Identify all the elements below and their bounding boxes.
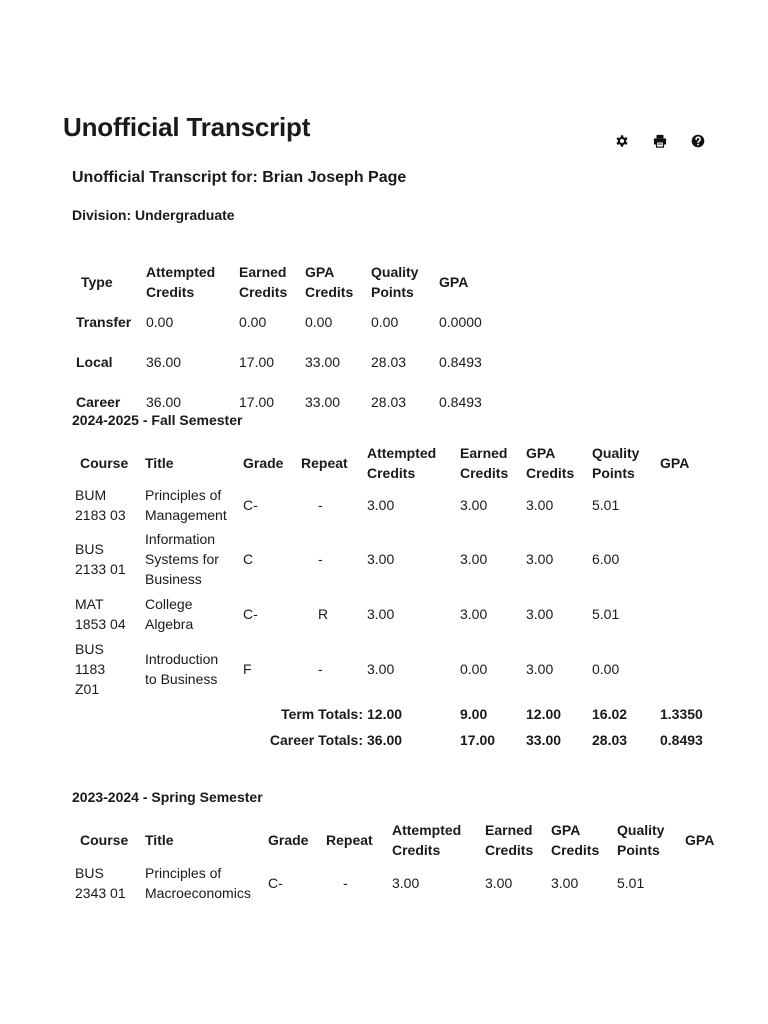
column-header-title: Title (145, 455, 174, 471)
cell-attempted: 0.00 (146, 314, 174, 330)
column-header-grade: Grade (243, 455, 284, 471)
term-title: 2023-2024 - Spring Semester (72, 789, 263, 805)
career-totals-row (75, 727, 710, 753)
term-totals-gpa-credits: 12.00 (526, 706, 562, 722)
cell-grade: C- (243, 497, 258, 513)
course-row (75, 483, 710, 527)
term-course-table (75, 820, 715, 906)
column-header-quality-points: Quality Points (592, 445, 640, 481)
course-row (75, 860, 715, 906)
column-header-quality-points: Quality Points (371, 264, 419, 300)
print-button[interactable] (650, 131, 670, 151)
print-icon (653, 134, 667, 148)
cell-gpa-credits: 3.00 (526, 497, 554, 513)
column-header-earned: Earned Credits (460, 445, 509, 481)
cell-quality-points: 5.01 (592, 606, 620, 622)
division-label: Division: (72, 207, 132, 223)
cell-earned: 0.00 (239, 314, 267, 330)
cell-quality-points: 6.00 (592, 551, 620, 567)
summary-table (76, 262, 499, 422)
cell-earned: 17.00 (239, 354, 275, 370)
cell-attempted: 3.00 (367, 497, 395, 513)
column-header-attempted: Attempted Credits (146, 264, 216, 300)
cell-gpa: 0.0000 (439, 314, 482, 330)
column-header-course: Course (80, 455, 129, 471)
cell-gpa-credits: 3.00 (551, 875, 579, 891)
settings-button[interactable] (612, 131, 632, 151)
row-label: Career (76, 394, 121, 410)
cell-earned: 3.00 (460, 551, 488, 567)
term-totals-attempted: 12.00 (367, 706, 403, 722)
term-totals-gpa: 1.3350 (660, 706, 703, 722)
career-totals-gpa-credits: 33.00 (526, 732, 562, 748)
cell-grade: F (243, 661, 252, 677)
cell-repeat: - (343, 875, 348, 891)
column-header-repeat: Repeat (301, 455, 348, 471)
column-header-grade: Grade (268, 832, 309, 848)
cell-gpa-credits: 3.00 (526, 551, 554, 567)
course-header-row (75, 443, 710, 483)
column-header-earned: Earned Credits (485, 822, 534, 858)
help-icon (691, 134, 705, 148)
career-totals-label: Career Totals: (269, 732, 363, 748)
cell-course: BUS 1183 Z01 (75, 641, 106, 697)
cell-gpa-credits: 33.00 (305, 354, 341, 370)
row-label: Local (76, 354, 113, 370)
cell-grade: C (243, 551, 254, 567)
cell-attempted: 3.00 (392, 875, 420, 891)
cell-course: MAT 1853 04 (75, 596, 126, 632)
column-header-gpa-credits: GPA Credits (551, 822, 600, 858)
cell-gpa: 0.8493 (439, 354, 482, 370)
column-header-attempted: Attempted Credits (392, 822, 462, 858)
toolbar (612, 131, 708, 151)
cell-gpa (660, 483, 710, 527)
cell-attempted: 3.00 (367, 606, 395, 622)
cell-title: Principles of Management (145, 487, 227, 523)
cell-quality-points: 28.03 (371, 354, 407, 370)
career-totals-gpa: 0.8493 (660, 732, 703, 748)
cell-grade: C- (268, 875, 283, 891)
cell-earned: 3.00 (460, 497, 488, 513)
cell-course: BUS 2343 01 (75, 865, 126, 901)
cell-quality-points: 5.01 (592, 497, 620, 513)
column-header-gpa: GPA (685, 832, 715, 848)
gear-icon (615, 134, 629, 148)
summary-row (76, 302, 499, 342)
course-row (75, 637, 710, 701)
cell-title: Information Systems for Business (145, 531, 219, 587)
cell-gpa-credits: 3.00 (526, 606, 554, 622)
column-header-gpa: GPA (439, 274, 469, 290)
cell-gpa (660, 637, 710, 701)
term-title: 2024-2025 - Fall Semester (72, 412, 243, 428)
division-value: Undergraduate (135, 207, 235, 223)
course-header-row (75, 820, 715, 860)
row-label: Transfer (76, 314, 132, 330)
summary-row (76, 342, 499, 382)
cell-quality-points: 28.03 (371, 394, 407, 410)
career-totals-quality-points: 28.03 (592, 732, 628, 748)
summary-header-row (76, 262, 499, 302)
cell-attempted: 36.00 (146, 354, 182, 370)
cell-quality-points: 0.00 (371, 314, 399, 330)
column-header-gpa: GPA (660, 455, 690, 471)
column-header-type: Type (81, 274, 113, 290)
column-header-earned: Earned Credits (239, 264, 288, 300)
cell-gpa-credits: 0.00 (305, 314, 333, 330)
division-line (72, 207, 235, 223)
course-row (75, 527, 710, 591)
cell-earned: 3.00 (460, 606, 488, 622)
cell-earned: 0.00 (460, 661, 488, 677)
career-totals-earned: 17.00 (460, 732, 496, 748)
term-totals-row (75, 701, 710, 727)
column-header-gpa-credits: GPA Credits (526, 445, 575, 481)
cell-gpa: 0.8493 (439, 394, 482, 410)
cell-gpa-credits: 3.00 (526, 661, 554, 677)
term-totals-earned: 9.00 (460, 706, 488, 722)
column-header-quality-points: Quality Points (617, 822, 665, 858)
career-totals-attempted: 36.00 (367, 732, 403, 748)
cell-gpa (685, 860, 715, 906)
cell-repeat: - (318, 497, 323, 513)
course-row (75, 591, 710, 637)
cell-repeat: R (318, 606, 329, 622)
column-header-course: Course (80, 832, 129, 848)
column-header-gpa-credits: GPA Credits (305, 264, 354, 300)
cell-repeat: - (318, 551, 323, 567)
cell-course: BUM 2183 03 (75, 487, 126, 523)
term-totals-label: Term Totals: (281, 706, 363, 722)
cell-quality-points: 5.01 (617, 875, 645, 891)
cell-earned: 3.00 (485, 875, 513, 891)
term-course-table (75, 443, 710, 753)
cell-gpa (660, 527, 710, 591)
cell-quality-points: 0.00 (592, 661, 620, 677)
cell-attempted: 3.00 (367, 551, 395, 567)
term-totals-quality-points: 16.02 (592, 706, 628, 722)
help-button[interactable] (688, 131, 708, 151)
column-header-attempted: Attempted Credits (367, 445, 437, 481)
cell-title: College Algebra (145, 596, 194, 632)
cell-grade: C- (243, 606, 258, 622)
page-title: Unofficial Transcript (63, 112, 311, 142)
cell-attempted: 36.00 (146, 394, 182, 410)
cell-title: Principles of Macroeconomics (145, 865, 251, 901)
column-header-repeat: Repeat (326, 832, 373, 848)
cell-repeat: - (318, 661, 323, 677)
cell-earned: 17.00 (239, 394, 275, 410)
cell-gpa (660, 591, 710, 637)
cell-attempted: 3.00 (367, 661, 395, 677)
transcript-subtitle: Unofficial Transcript for: Brian Joseph Page (72, 169, 407, 186)
cell-title: Introduction to Business (145, 651, 219, 687)
cell-gpa-credits: 33.00 (305, 394, 341, 410)
cell-course: BUS 2133 01 (75, 541, 126, 577)
column-header-title: Title (145, 832, 174, 848)
